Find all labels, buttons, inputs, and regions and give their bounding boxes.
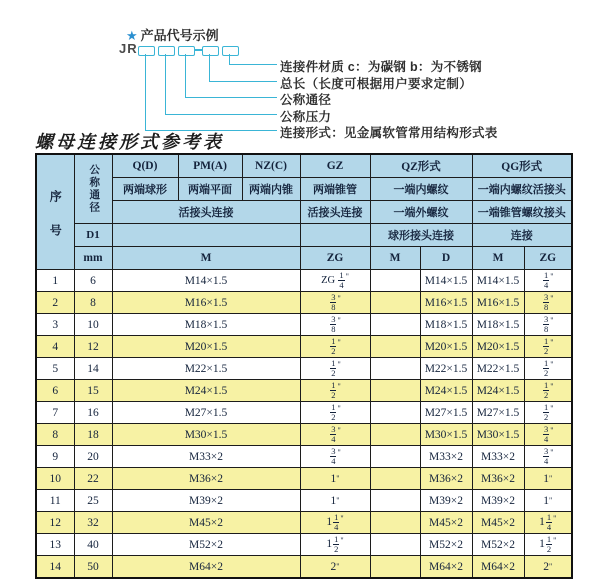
header-code-q: Q(D) [112, 154, 178, 178]
cell-seq: 2 [36, 292, 74, 314]
cell-thread-m: M14×1.5 [112, 270, 300, 292]
table-row [36, 358, 572, 380]
header-unit-m-qg: M [472, 247, 524, 270]
header-d1: D1 [74, 224, 112, 247]
cell-qz-d: M36×2 [420, 468, 472, 490]
cell-qz-d: M22×1.5 [420, 358, 472, 380]
header-desc-qz: 一端内螺纹 [370, 178, 472, 201]
header-blank [112, 224, 300, 247]
cell-qz-m [370, 380, 420, 402]
connector-line [165, 114, 277, 115]
cell-qg-zg: $\frac{3}{8}$ " [524, 292, 572, 314]
cell-qz-d: M45×2 [420, 512, 472, 534]
header-unit-zg-qg: ZG [524, 247, 572, 270]
cell-gz-size: 1 $\frac{1}{4}$ " [300, 512, 370, 534]
cell-qz-m [370, 446, 420, 468]
cell-dn-mm: 10 [74, 314, 112, 336]
cell-gz-size: $\frac{1}{2}$ " [300, 380, 370, 402]
cell-qg-zg: $\frac{3}{8}$ " [524, 314, 572, 336]
cell-qg-m: M52×2 [472, 534, 524, 556]
header-unit-zg-gz: ZG [300, 247, 370, 270]
table-row [36, 490, 572, 512]
cell-qg-zg: $\frac{1}{2}$ " [524, 380, 572, 402]
label-material: 连接件材质 c：为碳钢 b：为不锈钢 [280, 60, 482, 74]
cell-thread-m: M30×1.5 [112, 424, 300, 446]
cell-seq: 12 [36, 512, 74, 534]
cell-qg-m: M16×1.5 [472, 292, 524, 314]
table-row [36, 314, 572, 336]
header-ball-joint-connect-qz: 球形接头连接 [370, 224, 472, 247]
header-union-connect-gz: 活接头连接 [300, 201, 370, 224]
header-blank [300, 224, 370, 247]
cell-dn-mm: 25 [74, 490, 112, 512]
label-nominal-pressure: 公称压力 [280, 110, 332, 124]
code-dash [195, 49, 202, 51]
cell-qz-d: M33×2 [420, 446, 472, 468]
cell-qg-m: M14×1.5 [472, 270, 524, 292]
cell-qg-zg: 1" [524, 490, 572, 512]
cell-qg-zg: $\frac{1}{2}$ " [524, 402, 572, 424]
label-connection-form: 连接形式：见金属软管常用结构形式表 [280, 126, 498, 140]
header-desc-pm: 两端平面 [178, 178, 242, 201]
cell-qz-m [370, 534, 420, 556]
table-row [36, 270, 572, 292]
cell-gz-size: $\frac{3}{4}$ " [300, 424, 370, 446]
cell-dn-mm: 12 [74, 336, 112, 358]
header-external-thread-qz: 一端外螺纹 [370, 201, 472, 224]
product-code-prefix: JR [119, 41, 138, 56]
header-desc-nz: 两端内锥 [242, 178, 300, 201]
connector-line [229, 64, 277, 65]
cell-gz-size: $\frac{3}{4}$ " [300, 446, 370, 468]
diagram-heading [126, 25, 219, 44]
cell-qz-m [370, 358, 420, 380]
header-unit-d-qz: D [420, 247, 472, 270]
table-row [36, 512, 572, 534]
table-row [36, 380, 572, 402]
cell-thread-m: M45×2 [112, 512, 300, 534]
cell-seq: 11 [36, 490, 74, 512]
connector-line [185, 54, 186, 97]
header-taper-thread-qg: 一端锥管螺纹接头 [472, 201, 572, 224]
cell-gz-size: $\frac{3}{8}$ " [300, 292, 370, 314]
connector-line [165, 54, 166, 114]
cell-gz-size: $\frac{1}{2}$ " [300, 402, 370, 424]
cell-qz-d: M27×1.5 [420, 402, 472, 424]
table-header [36, 154, 572, 270]
cell-gz-size: 1" [300, 468, 370, 490]
connector-line [229, 54, 230, 64]
cell-seq: 6 [36, 380, 74, 402]
cell-dn-mm: 16 [74, 402, 112, 424]
label-nominal-diameter: 公称通径 [280, 93, 332, 107]
cell-gz-size: $\frac{1}{2}$ " [300, 358, 370, 380]
cell-qg-zg: 2" [524, 556, 572, 579]
cell-gz-size: $\frac{3}{8}$ " [300, 314, 370, 336]
cell-qz-m [370, 402, 420, 424]
cell-dn-mm: 40 [74, 534, 112, 556]
cell-qz-d: M24×1.5 [420, 380, 472, 402]
header-code-qz: QZ形式 [370, 154, 472, 178]
cell-seq: 8 [36, 424, 74, 446]
cell-thread-m: M16×1.5 [112, 292, 300, 314]
header-nominal-diameter: 公称通径 [74, 154, 112, 224]
header-desc-qg: 一端内螺纹活接头 [472, 178, 572, 201]
cell-qz-m [370, 490, 420, 512]
cell-thread-m: M24×1.5 [112, 380, 300, 402]
header-mm: mm [74, 247, 112, 270]
cell-qg-m: M27×1.5 [472, 402, 524, 424]
connector-line [185, 97, 277, 98]
table-body [36, 270, 572, 579]
cell-qg-m: M30×1.5 [472, 424, 524, 446]
cell-qz-d: M16×1.5 [420, 292, 472, 314]
cell-qg-zg: 1 $\frac{1}{2}$ " [524, 534, 572, 556]
cell-qz-m [370, 424, 420, 446]
cell-qg-m: M39×2 [472, 490, 524, 512]
connector-line [145, 54, 146, 130]
label-total-length: 总长（长度可根据用户要求定制） [280, 77, 473, 91]
cell-thread-m: M22×1.5 [112, 358, 300, 380]
cell-qz-d: M20×1.5 [420, 336, 472, 358]
cell-dn-mm: 6 [74, 270, 112, 292]
nut-connection-table [35, 153, 573, 579]
cell-qz-d: M64×2 [420, 556, 472, 579]
header-desc-gz: 两端锥管 [300, 178, 370, 201]
cell-qz-d: M18×1.5 [420, 314, 472, 336]
cell-thread-m: M36×2 [112, 468, 300, 490]
cell-qg-m: M45×2 [472, 512, 524, 534]
cell-seq: 5 [36, 358, 74, 380]
cell-qg-m: M18×1.5 [472, 314, 524, 336]
cell-dn-mm: 22 [74, 468, 112, 490]
star-icon: ★ [126, 28, 138, 43]
cell-gz-size: 1" [300, 490, 370, 512]
cell-qg-m: M64×2 [472, 556, 524, 579]
cell-qz-m [370, 512, 420, 534]
cell-qz-d: M30×1.5 [420, 424, 472, 446]
table-row [36, 534, 572, 556]
cell-seq: 1 [36, 270, 74, 292]
code-box-total-length [202, 46, 219, 56]
cell-qg-zg: 1 $\frac{1}{4}$ " [524, 512, 572, 534]
table-row [36, 468, 572, 490]
cell-qg-m: M22×1.5 [472, 358, 524, 380]
cell-seq: 13 [36, 534, 74, 556]
cell-qg-m: M36×2 [472, 468, 524, 490]
cell-qg-zg: $\frac{1}{4}$ " [524, 270, 572, 292]
cell-dn-mm: 8 [74, 292, 112, 314]
header-unit-m-qz: M [370, 247, 420, 270]
cell-gz-size: 2" [300, 556, 370, 579]
cell-thread-m: M18×1.5 [112, 314, 300, 336]
header-code-qg: QG形式 [472, 154, 572, 178]
cell-qz-m [370, 336, 420, 358]
cell-dn-mm: 20 [74, 446, 112, 468]
cell-qz-m [370, 314, 420, 336]
cell-dn-mm: 50 [74, 556, 112, 579]
cell-seq: 9 [36, 446, 74, 468]
cell-qg-m: M33×2 [472, 446, 524, 468]
connector-line [209, 54, 210, 81]
cell-qz-d: M14×1.5 [420, 270, 472, 292]
cell-dn-mm: 18 [74, 424, 112, 446]
cell-qz-m [370, 292, 420, 314]
cell-dn-mm: 15 [74, 380, 112, 402]
header-code-gz: GZ [300, 154, 370, 178]
table-title: 螺母连接形式参考表 [35, 132, 224, 152]
cell-gz-size: 1 $\frac{1}{2}$ " [300, 534, 370, 556]
table-row [36, 446, 572, 468]
cell-qg-zg: $\frac{1}{2}$ " [524, 336, 572, 358]
header-unit-m: M [112, 247, 300, 270]
cell-thread-m: M64×2 [112, 556, 300, 579]
cell-thread-m: M27×1.5 [112, 402, 300, 424]
cell-gz-size: ZG $\frac{1}{4}$ " [300, 270, 370, 292]
header-connect-qg: 连接 [472, 224, 572, 247]
header-union-connect-qpn: 活接头连接 [112, 201, 300, 224]
diagram-heading-text: 产品代号示例 [140, 28, 219, 43]
cell-seq: 7 [36, 402, 74, 424]
cell-dn-mm: 14 [74, 358, 112, 380]
header-code-nz: NZ(C) [242, 154, 300, 178]
cell-qz-d: M39×2 [420, 490, 472, 512]
cell-dn-mm: 32 [74, 512, 112, 534]
cell-qg-m: M20×1.5 [472, 336, 524, 358]
cell-seq: 3 [36, 314, 74, 336]
cell-qg-zg: $\frac{3}{4}$ " [524, 446, 572, 468]
cell-qz-m [370, 468, 420, 490]
cell-qz-d: M52×2 [420, 534, 472, 556]
cell-thread-m: M20×1.5 [112, 336, 300, 358]
connector-line [209, 81, 277, 82]
cell-seq: 4 [36, 336, 74, 358]
cell-seq: 14 [36, 556, 74, 579]
code-box-connection-form [138, 46, 155, 56]
cell-gz-size: $\frac{1}{2}$ " [300, 336, 370, 358]
cell-qg-zg: $\frac{1}{2}$ " [524, 358, 572, 380]
header-desc-q: 两端球形 [112, 178, 178, 201]
cell-thread-m: M52×2 [112, 534, 300, 556]
table-row [36, 424, 572, 446]
cell-thread-m: M39×2 [112, 490, 300, 512]
table-row [36, 402, 572, 424]
code-box-nominal-pressure [158, 46, 175, 56]
table-row [36, 336, 572, 358]
cell-qg-m: M24×1.5 [472, 380, 524, 402]
header-code-pm: PM(A) [178, 154, 242, 178]
cell-seq: 10 [36, 468, 74, 490]
cell-qz-m [370, 270, 420, 292]
table-row [36, 292, 572, 314]
cell-qg-zg: 1" [524, 468, 572, 490]
code-box-nominal-diameter [178, 46, 195, 56]
header-seq: 序号 [36, 154, 74, 270]
code-box-material [222, 46, 239, 56]
cell-thread-m: M33×2 [112, 446, 300, 468]
cell-qg-zg: $\frac{3}{4}$ " [524, 424, 572, 446]
